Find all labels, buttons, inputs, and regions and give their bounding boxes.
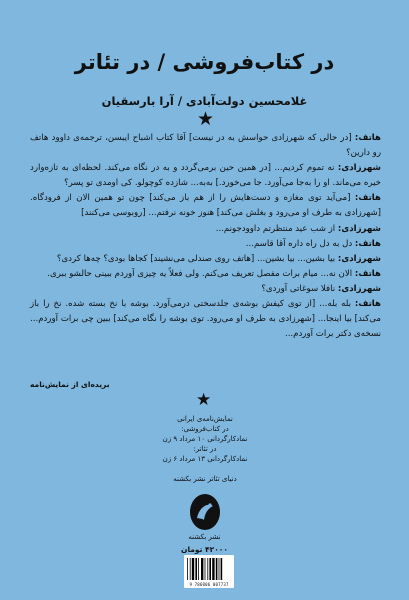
dialogue-text: نه تموم کردیم... [در همین حین برمی‌گردد و به در نگاه می‌کند. لحظه‌ای به تازه‌وارد خیره می‌ماند. او را به‌جا می‌آورد. جا می‌خورد.] به‌به... شازده کوچولو. کی اومدی تو پسر؟ <box>30 163 381 189</box>
dialogue-line <box>30 237 381 252</box>
play-excerpt <box>30 131 381 342</box>
book-title: در کتاب‌فروشی / در تئاتر <box>74 50 335 74</box>
info-line: در تئاتر: <box>193 445 217 453</box>
dialogue-line <box>30 222 381 237</box>
dialogue-text: از شب عید منتظرتم داوودجونم... <box>215 223 336 234</box>
speaker-name: شهرزادی: <box>337 283 381 294</box>
speaker-name: هاتف: <box>354 268 381 279</box>
dialogue-text: [می‌آید توی مغازه و دست‌هایش را از هم باز می‌کند] چون تو همین الان از فرودگاه. [شهرزادی به طرف او می‌رود و بغلش می‌کند] هنوز خونه نرفتم... [روبوسی می‌کنند] <box>30 193 381 219</box>
dialogue-line <box>30 252 381 267</box>
speaker-name: هاتف: <box>354 193 381 204</box>
isbn-barcode <box>184 555 234 588</box>
dialogue-line <box>30 161 381 191</box>
barcode-icon <box>187 558 231 580</box>
speaker-name: شهرزادی: <box>337 253 381 264</box>
dialogue-text: [در حالی که شهرزادی حواسش به در نیست] آقا کتاب اشباح ایبسن، ترجمه‌ی داوود هاتف رو دارین؟ <box>30 133 381 159</box>
dialogue-line <box>30 297 381 342</box>
dialogue-text: دل به دل راه داره آقا قاسم... <box>245 238 353 249</box>
book-authors: غلامحسین دولت‌آبادی / آرا بارسقیان <box>101 94 308 108</box>
dialogue-text: نافلا سوغاتی آوردی؟ <box>261 283 336 294</box>
dialogue-line <box>30 191 381 221</box>
barcode-number: 9 786006 007737 <box>189 582 229 587</box>
info-line: نمادکارگردانی ۱۳ مرداد ۶ زن <box>162 455 248 463</box>
dialogue-text: الان نه... میام برات مفصل تعریف می‌کنم. ولی فعلاً یه چیزی آوردم ببینی حالشو ببری. <box>47 268 353 279</box>
dialogue-text: بیا بشین... بیا بشین... [هاتف روی صندلی می‌نشیند] کجاها بودی؟ چه‌ها کردی؟ <box>56 253 336 264</box>
star-icon: ★ <box>196 390 212 410</box>
star-icon: ★ <box>197 108 215 130</box>
speaker-name: شهرزادی: <box>337 223 381 234</box>
dialogue-line <box>30 131 381 161</box>
speaker-name: هاتف: <box>354 299 381 310</box>
info-line: در کتاب‌فروشی: <box>181 425 229 433</box>
info-line <box>130 464 280 474</box>
excerpt-credit: بریده‌ای از نمایش‌نامه <box>30 380 110 389</box>
publisher-logo-icon <box>187 492 223 532</box>
speaker-name: هاتف: <box>354 133 381 143</box>
dialogue-line <box>30 282 381 297</box>
publisher-name: نشر بکشنه <box>188 533 221 541</box>
info-line: نمادکارگردانی ۱۰ مرداد ۹ زن <box>162 435 248 443</box>
speaker-name: هاتف: <box>354 238 381 249</box>
performance-info <box>130 414 280 484</box>
speaker-name: شهرزادی: <box>337 163 382 174</box>
book-price: ۴۲۰۰۰ تومان <box>181 545 228 554</box>
info-line: دنیای تئاتر نشر بکشنه <box>173 475 237 483</box>
info-line: نمایش‌نامه‌ی ایرانی <box>177 415 233 423</box>
dialogue-line <box>30 267 381 282</box>
dialogue-text: بله بله... [از توی کیفش بوشه‌ی جلدسختی درمی‌آورد. بوشه با نخ بسته شده. نخ را باز می‌کند] بیا اینجا... [شهرزادی به طرف او می‌رود. توی بوشه را نگاه می‌کند] ببین چی برات آوردم... نسخه‌ی دکتر برات آوردم... <box>30 299 381 340</box>
